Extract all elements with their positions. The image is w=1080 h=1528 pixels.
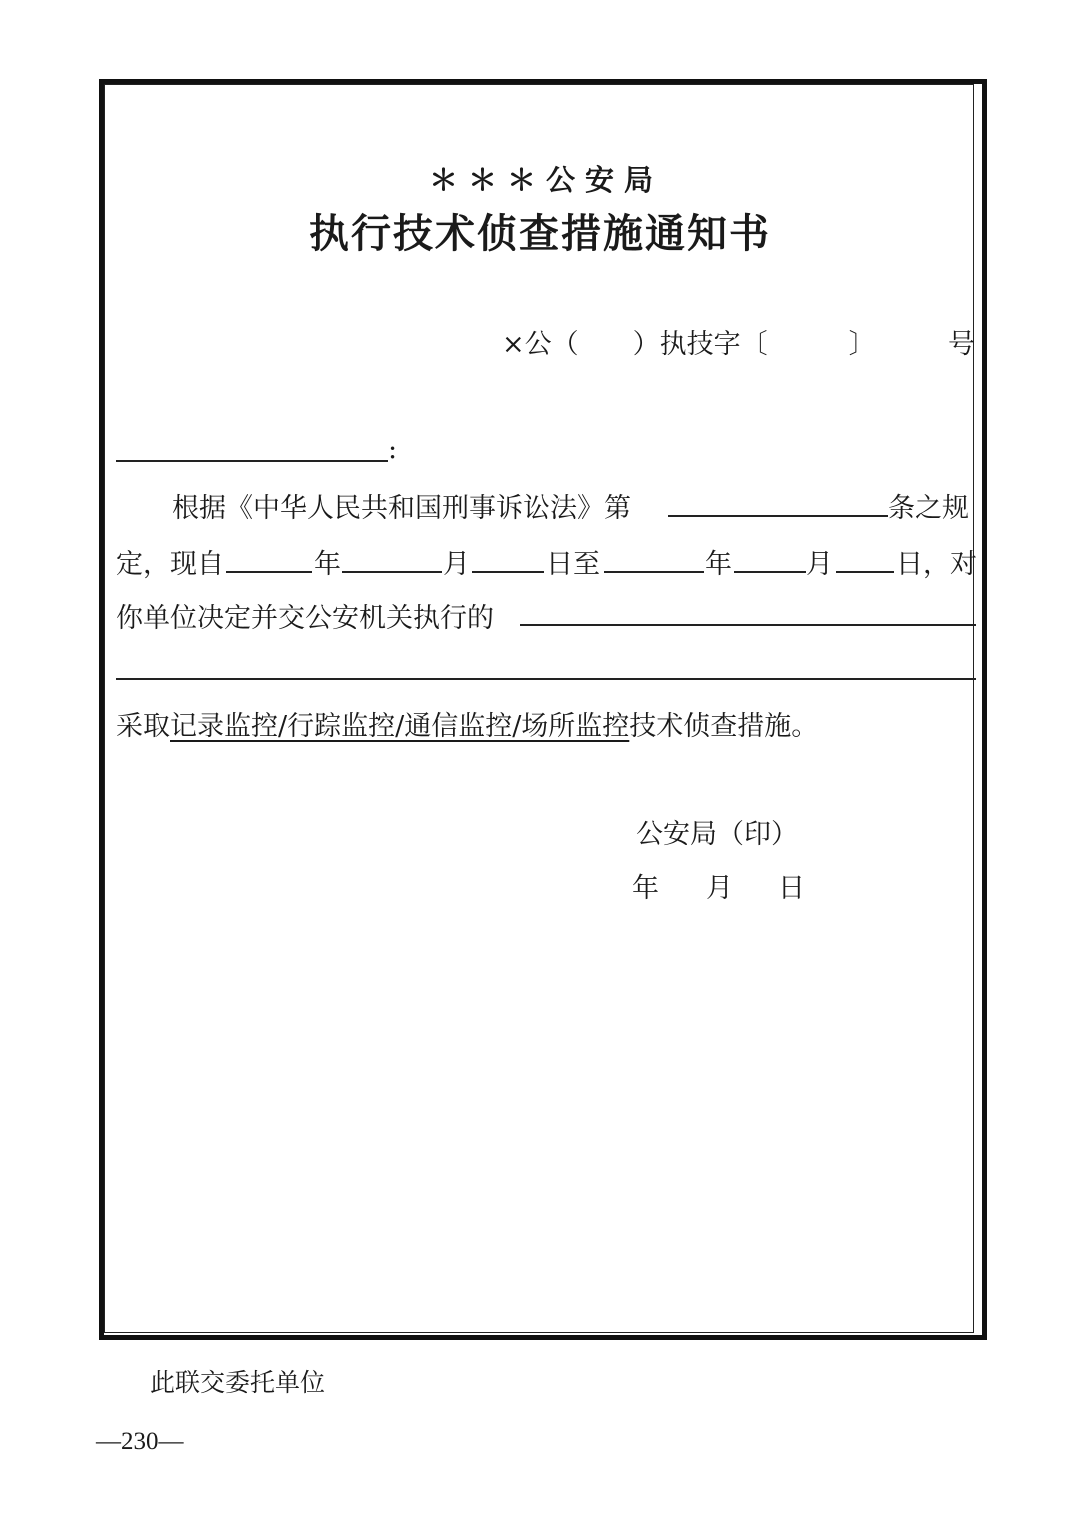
document-title: 执行技术侦查措施通知书 (309, 210, 771, 257)
body-line3-text: 你单位决定并交公安机关执行的 (116, 603, 494, 634)
start-year-blank[interactable] (226, 571, 312, 573)
seal-label: 公安局（印） (636, 819, 798, 850)
start-day-blank[interactable] (472, 571, 544, 573)
body-line1-text: 根据《中华人民共和国刑事诉讼法》第 (172, 493, 631, 524)
body-line2-start: 定，现自 (116, 549, 224, 580)
start-month-label: 月 (443, 549, 470, 580)
start-month-blank[interactable] (342, 571, 442, 573)
measures-options: 记录监控/行踪监控/通信监控/场所监控 (170, 711, 630, 742)
document-number-suffix: 号 (948, 329, 975, 360)
end-month-blank[interactable] (734, 571, 806, 573)
start-year-label: 年 (314, 549, 341, 580)
copy-note: 此联交委托单位 (150, 1368, 326, 1397)
end-day-blank[interactable] (836, 571, 894, 573)
addressee-colon: : (388, 434, 398, 465)
case-blank-2[interactable] (116, 678, 976, 680)
end-year-blank[interactable] (604, 571, 704, 573)
agency-name: ＊＊＊公安局 (428, 163, 663, 197)
sign-month: 月 (706, 873, 733, 904)
document-number-prefix: ×公（ ）执技字〔 〕 (502, 329, 876, 360)
end-year-label: 年 (705, 549, 732, 580)
sign-day: 日 (778, 873, 805, 904)
body-line1-end: 条之规 (888, 493, 969, 524)
start-day-label: 日至 (546, 549, 600, 580)
measures-suffix: 技术侦查措施。 (629, 711, 819, 742)
sign-year: 年 (632, 873, 659, 904)
end-month-label: 月 (806, 549, 833, 580)
article-number-blank[interactable] (668, 515, 888, 517)
page-number: —230— (96, 1428, 184, 1455)
body-line5 (116, 704, 818, 743)
end-day-label: 日，对 (896, 549, 977, 580)
case-blank-1[interactable] (520, 624, 976, 626)
measures-prefix: 采取 (116, 711, 170, 742)
addressee-blank[interactable] (116, 460, 388, 462)
